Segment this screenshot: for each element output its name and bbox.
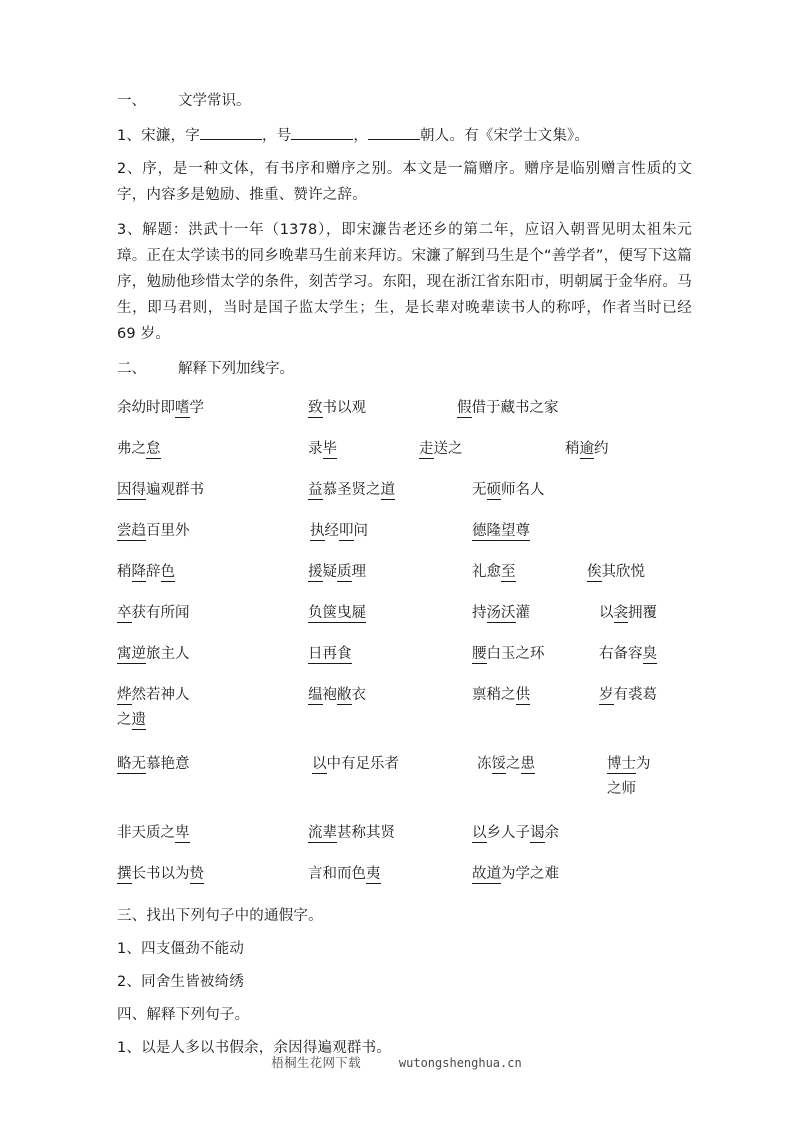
vocabulary-phrase: 以乡人子谒余 <box>472 825 559 841</box>
vocabulary-row <box>117 862 692 903</box>
footer-domain: wutongshenghua.cn <box>398 1056 522 1070</box>
vocabulary-phrase: 德隆望尊 <box>472 523 530 539</box>
vocabulary-row <box>117 437 692 478</box>
vocabulary-phrase: 益慕圣贤之道 <box>308 482 395 498</box>
vocabulary-phrase: 缊袍敝衣 <box>308 687 366 703</box>
vocabulary-phrase: 持汤沃灌 <box>472 605 530 621</box>
vocabulary-phrase: 略无慕艳意 <box>117 756 190 772</box>
vocabulary-phrase: 走送之 <box>419 441 463 457</box>
vocabulary-row <box>117 396 692 437</box>
footer-site-name: 梧桐生花网下载 <box>271 1055 361 1070</box>
vocabulary-phrase: 以中有足乐者 <box>312 756 399 772</box>
question-1-line <box>117 123 692 149</box>
vocabulary-phrase: 无硕师名人 <box>472 482 545 498</box>
footer-watermark <box>0 1053 793 1071</box>
vocabulary-phrase: 腰白玉之环 <box>472 646 545 662</box>
vocabulary-row <box>117 683 692 752</box>
vocabulary-row <box>117 601 692 642</box>
vocabulary-phrase: 以衾拥覆 <box>599 605 657 621</box>
vocabulary-phrase: 稍降辞色 <box>117 564 175 580</box>
vocabulary-grid <box>117 396 692 903</box>
vocabulary-phrase: 稍逾约 <box>565 441 609 457</box>
vocabulary-phrase: 礼愈至 <box>472 564 516 580</box>
question-2-paragraph: 2、序，是一种文体，有书序和赠序之别。本文是一篇赠序。赠序是临别赠言性质的文字，内容多是勉励、推重、赞许之辞。 <box>117 161 692 203</box>
question-1-mid1: ，号 <box>261 128 292 144</box>
question-3-paragraph: 3、解题：洪武十一年（1378），即宋濂告老还乡的第二年，应诏入朝晋见明太祖朱元璋。正在太学读书的同乡晚辈马生前来拜访。宋濂了解到马生是个“善学者”，便写下这篇序，勉励他珍惜太学的条件，刻苦学习。东阳，现在浙江省东阳市，明朝属于金华府。马生，即马君则，当时是国子监太学生；生，是长辈对晚辈读书人的称呼，作者当时已经 69 岁。 <box>117 222 692 342</box>
vocabulary-row <box>117 752 692 821</box>
vocabulary-phrase: 假借于藏书之家 <box>457 400 559 416</box>
answer-blank-3[interactable] <box>368 124 420 140</box>
section-two-label: 二、 <box>117 361 146 377</box>
vocabulary-phrase: 执经叩问 <box>310 523 368 539</box>
document-body <box>117 88 692 1068</box>
vocabulary-row <box>117 560 692 601</box>
section-heading-two <box>117 356 692 382</box>
section-one-label: 一、 <box>117 93 146 109</box>
vocabulary-row <box>117 821 692 862</box>
vocabulary-phrase: 右备容臭 <box>599 646 657 662</box>
vocabulary-phrase: 寓逆旅主人 <box>117 646 190 662</box>
translate-item-1: 1、以是人多以书假余，余因得遍观群书。 <box>117 1040 392 1056</box>
section-heading-four: 四、解释下列句子。 <box>117 1007 250 1023</box>
question-1-suffix: 朝人。有《宋学士文集》。 <box>420 128 590 144</box>
vocabulary-phrase: 俟其欣悦 <box>587 564 645 580</box>
answer-blank-2[interactable] <box>291 124 353 140</box>
vocabulary-phrase: 弗之怠 <box>117 441 161 457</box>
vocabulary-phrase: 因得遍观群书 <box>117 482 204 498</box>
vocabulary-phrase: 言和而色夷 <box>308 866 381 882</box>
vocabulary-phrase: 致书以观 <box>308 400 366 416</box>
vocabulary-phrase: 博士为 之师 <box>607 756 651 797</box>
question-1-mid2: ， <box>353 128 369 144</box>
tongjiazi-item-1: 1、四支僵劲不能动 <box>117 941 245 957</box>
vocabulary-phrase: 录毕 <box>308 441 337 457</box>
answer-blank-1[interactable] <box>200 124 262 140</box>
vocabulary-phrase: 岁有裘葛 <box>599 687 657 703</box>
vocabulary-phrase: 日再食 <box>308 646 352 662</box>
vocabulary-phrase: 负箧曳屣 <box>308 605 366 621</box>
tongjiazi-item-2: 2、同舍生皆被绮绣 <box>117 974 245 990</box>
vocabulary-phrase: 烨然若神人 之遗 <box>117 687 190 728</box>
vocabulary-phrase: 卒获有所闻 <box>117 605 190 621</box>
question-1-prefix: 1、宋濂，字 <box>117 128 200 144</box>
section-heading-one <box>117 88 692 114</box>
vocabulary-phrase: 余幼时即嗜学 <box>117 400 204 416</box>
vocabulary-phrase: 非天质之卑 <box>117 825 190 841</box>
vocabulary-phrase: 尝趋百里外 <box>117 523 190 539</box>
vocabulary-phrase: 禀稍之供 <box>472 687 530 703</box>
vocabulary-row <box>117 519 692 560</box>
section-one-title: 文学常识。 <box>178 93 251 109</box>
section-two-title: 解释下列加线字。 <box>178 361 294 377</box>
vocabulary-row <box>117 478 692 519</box>
vocabulary-phrase: 援疑质理 <box>308 564 366 580</box>
vocabulary-phrase: 流辈甚称其贤 <box>308 825 395 841</box>
vocabulary-phrase: 撰长书以为贽 <box>117 866 204 882</box>
vocabulary-phrase: 冻馁之患 <box>477 756 535 772</box>
vocabulary-phrase: 故道为学之难 <box>472 866 559 882</box>
section-heading-three: 三、找出下列句子中的通假字。 <box>117 908 323 924</box>
vocabulary-row <box>117 642 692 683</box>
